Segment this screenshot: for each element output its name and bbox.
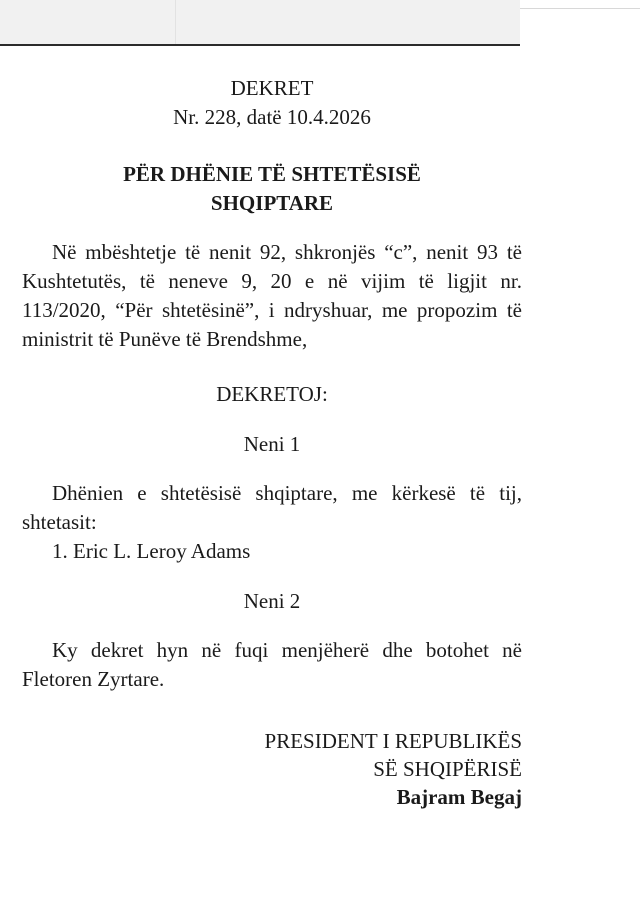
article-1-text: Dhënien e shtetësisë shqiptare, me kërkesë të tij, shtetasit: bbox=[22, 481, 522, 534]
article-2-text: Ky dekret hyn në fuqi menjëherë dhe botohet në Fletoren Zyrtare. bbox=[22, 638, 522, 691]
decree-title: DEKRET bbox=[230, 76, 314, 100]
signature-title-line1: PRESIDENT I REPUBLIKËS bbox=[264, 729, 522, 753]
window-edge-line bbox=[520, 8, 640, 9]
document-page bbox=[22, 44, 522, 811]
preamble-paragraph: Në mbështetje të nenit 92, shkronjës “c”, nenit 93 të Kushtetutës, të neneve 9, 20 e në vijim të ligjit nr. 113/2020, “Për shtetësinë”, i ndryshuar, me propozim të ministrit të Punëve të Brendshme, bbox=[22, 240, 522, 351]
toolbar-divider bbox=[175, 0, 176, 44]
signature-name: Bajram Begaj bbox=[396, 785, 522, 809]
article-2-heading: Neni 2 bbox=[243, 589, 301, 613]
decree-subject-line2: SHQIPTARE bbox=[210, 191, 334, 215]
signature-block bbox=[22, 727, 522, 811]
decree-number: Nr. 228, datë 10.4.2026 bbox=[173, 105, 371, 129]
article-1-list-item: 1. Eric L. Leroy Adams bbox=[52, 539, 251, 563]
article-1-heading: Neni 1 bbox=[243, 432, 301, 456]
dekretoj-heading: DEKRETOJ: bbox=[216, 382, 328, 406]
signature-title-line2: SË SHQIPËRISË bbox=[373, 757, 522, 781]
decree-subject-line1: PËR DHËNIE TË SHTETËSISË bbox=[123, 162, 421, 186]
top-toolbar bbox=[0, 0, 520, 46]
